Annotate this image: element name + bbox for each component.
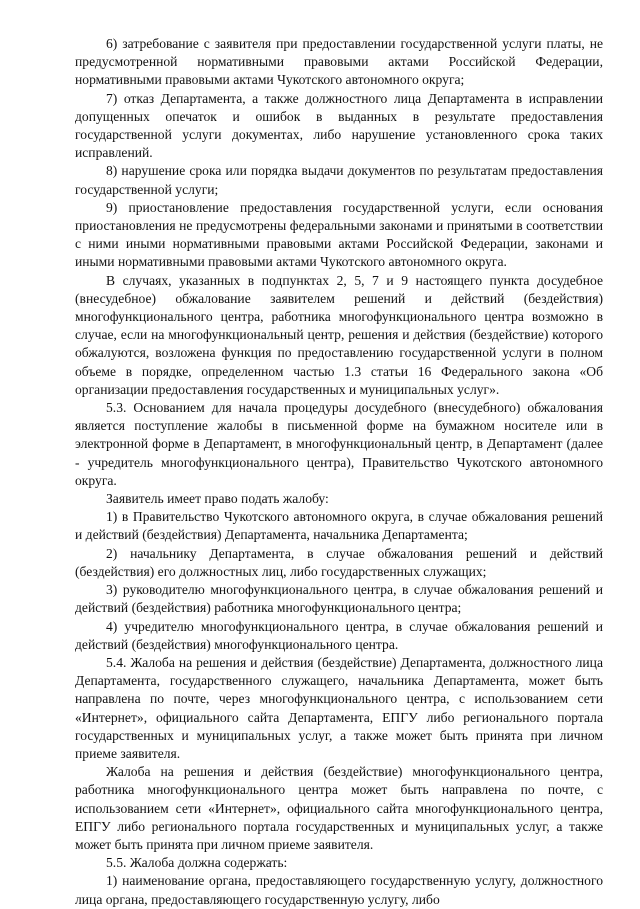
paragraph-item-6: 6) затребование с заявителя при предоставлении государственной услуги платы, не предусмотренной нормативными правовыми актами Российской Федерации, нормативными правовыми актами Чукотского автономного округа; [75, 36, 603, 88]
paragraph-5-4: 5.4. Жалоба на решения и действия (бездействие) Департамента, должностного лица Департамента, государственного служащего, начальника Департамента, может быть направлена по почте, через многофункционального центра, с использованием сети «Интернет», официального сайта Департамента, ЕПГУ либо регионального портала государственных и муниципальных услуг, а также может быть принята при личном приеме заявителя. [75, 654, 603, 761]
paragraph-item-8: 8) нарушение срока или порядка выдачи документов по результатам предоставления государственной услуги; [75, 163, 603, 197]
paragraph-right-2: 2) начальнику Департамента, в случае обжалования решений и действий (бездействия) его должностных лиц, либо государственных служащих; [75, 545, 603, 579]
paragraph-cases: В случаях, указанных в подпунктах 2, 5, 7 и 9 настоящего пункта досудебное (внесудебное) обжалование заявителем решений и действий (бездействия) многофункционального центра, работника многофункционального центра возможно в случае, если на многофункциональный центр, решения и действия (бездействие) которого обжалуются, возложена функция по предоставлению государственной услуги в полном объеме в порядке, определенном частью 1.3 статьи 16 Федерального закона «Об организации предоставления государственных и муниципальных услуг». [75, 272, 603, 397]
paragraph-right-3: 3) руководителю многофункционального центра, в случае обжалования решений и действий (бездействия) работника многофункционального центра; [75, 582, 603, 616]
paragraph-applicant-right: Заявитель имеет право подать жалобу: [106, 491, 329, 507]
paragraph-content-1: 1) наименование органа, предоставляющего государственную услугу, должностного лица органа, предоставляющего государственную услугу, либо [75, 873, 603, 907]
paragraph-right-1: 1) в Правительство Чукотского автономного округа, в случае обжалования решений и действий (бездействия) Департамента, начальника Департамента; [75, 509, 603, 543]
paragraph-mfc-complaint: Жалоба на решения и действия (бездействие) многофункционального центра, работника многофункционального центра может быть направлена по почте, с использованием сети «Интернет», официального сайта многофункционального центра, ЕПГУ либо регионального портала государственных и муниципальных услуг, а также может быть принята при личном приеме заявителя. [75, 764, 603, 852]
paragraph-5-3: 5.3. Основанием для начала процедуры досудебного (внесудебного) обжалования является поступление жалобы в письменной форме на бумажном носителе или в электронной форме в Департамент, в многофункциональный центр, в Департамент (далее - учредитель многофункционального центра), Правительство Чукотского автономного округа. [75, 400, 603, 488]
document-page [75, 35, 603, 909]
paragraph-item-9: 9) приостановление предоставления государственной услуги, если основания приостановления не предусмотрены федеральными законами и принятыми в соответствии с ними иными нормативными правовыми актами Российской Федерации, законами и иными нормативными правовыми актами Чукотского автономного округа. [75, 199, 603, 270]
paragraph-right-4: 4) учредителю многофункционального центра, в случае обжалования решений и действий (бездействия) многофункционального центра. [75, 618, 603, 652]
paragraph-5-5: 5.5. Жалоба должна содержать: [106, 855, 288, 871]
paragraph-item-7: 7) отказ Департамента, а также должностного лица Департамента в исправлении допущенных опечаток и ошибок в выданных в результате предоставления государственной услуги документах, либо нарушение установленного срока таких исправлений. [75, 90, 603, 161]
